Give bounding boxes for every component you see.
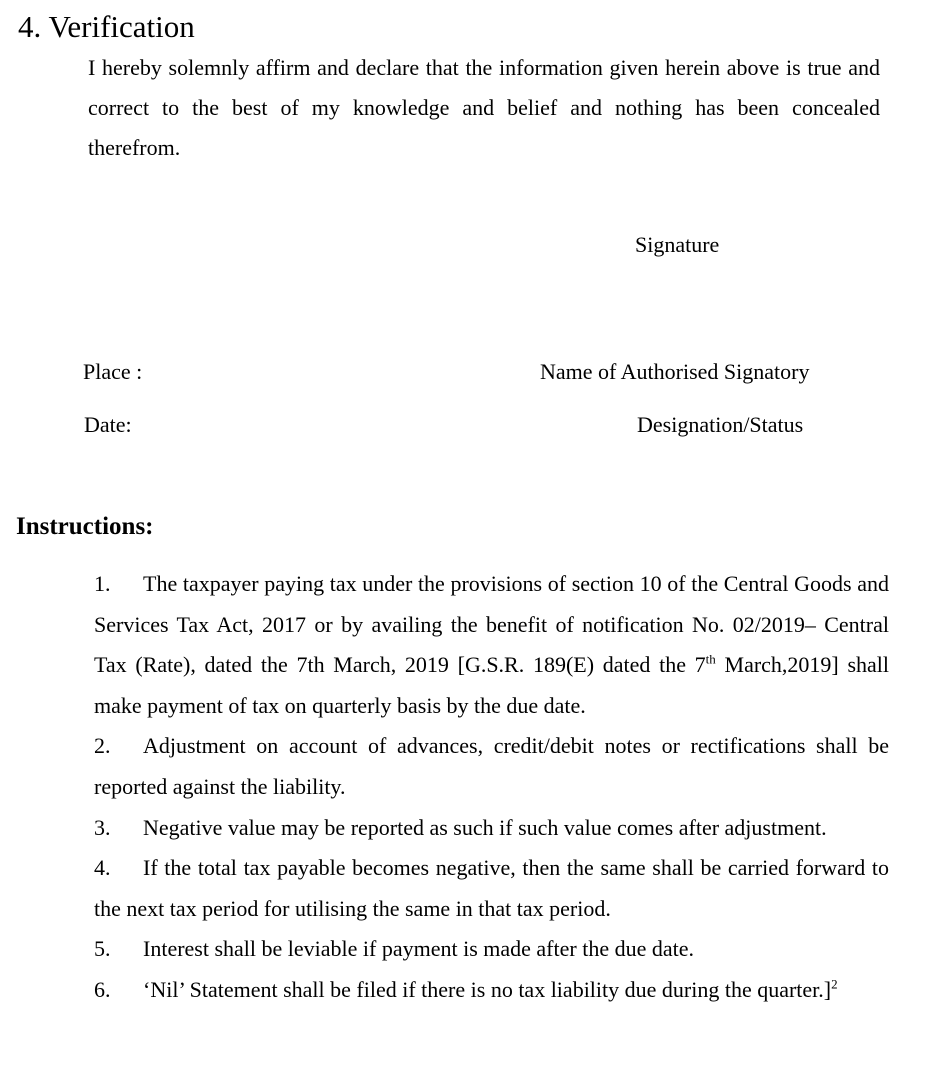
instruction-item — [94, 929, 889, 970]
verification-declaration: I hereby solemnly affirm and declare that the information given herein above is true and correct to the best of my knowledge and belief and nothing has been concealed therefrom. — [88, 55, 880, 160]
footnote-marker: 2 — [831, 976, 838, 992]
date-label: Date: — [84, 412, 132, 437]
signature-row — [0, 225, 952, 265]
instruction-number: 6. — [94, 976, 111, 1002]
instruction-number: 4. — [94, 855, 111, 881]
instruction-number: 1. — [94, 571, 111, 596]
date-row — [0, 405, 952, 445]
instruction-item — [94, 564, 889, 726]
instruction-text: Interest shall be leviable if payment is made after the due date. — [143, 936, 694, 962]
verification-heading: 4. Verification — [18, 9, 195, 44]
instruction-text: ‘Nil’ Statement shall be filed if there is no tax liability due during the quarter.] — [143, 976, 832, 1002]
authorised-signatory-label: Name of Authorised Signatory — [540, 359, 810, 384]
instruction-number: 5. — [94, 936, 111, 962]
instruction-item — [94, 726, 889, 807]
signature-label: Signature — [635, 232, 720, 257]
instruction-item — [94, 848, 889, 929]
place-row — [0, 352, 952, 392]
instruction-text: The taxpayer paying tax under the provisions of section 10 of the Central Goods and Services Tax Act, 2017 or by availing the benefit of notification No. 02/2019– Central Tax (Rate), dated the 7th March, 2019 [G.S.R. 189(E) dated the 7 — [94, 571, 889, 678]
instruction-number: 3. — [94, 814, 111, 840]
instruction-number: 2. — [94, 733, 111, 759]
place-label: Place : — [83, 359, 143, 384]
instructions-heading: Instructions: — [16, 513, 154, 540]
instruction-text: Adjustment on account of advances, credit/debit notes or rectifications shall be reported against the liability. — [94, 733, 889, 799]
ordinal-superscript: th — [705, 651, 716, 667]
instructions-list — [94, 564, 889, 1011]
instruction-text: Negative value may be reported as such if such value comes after adjustment. — [143, 814, 827, 840]
instruction-text: If the total tax payable becomes negative, then the same shall be carried forward to the next tax period for utilising the same in that tax period. — [94, 855, 889, 921]
designation-status-label: Designation/Status — [637, 412, 804, 437]
instruction-text-after: March,2019] shall make payment of tax on quarterly basis by the due date. — [94, 652, 889, 718]
instruction-item — [94, 808, 889, 849]
instruction-item — [94, 970, 889, 1011]
